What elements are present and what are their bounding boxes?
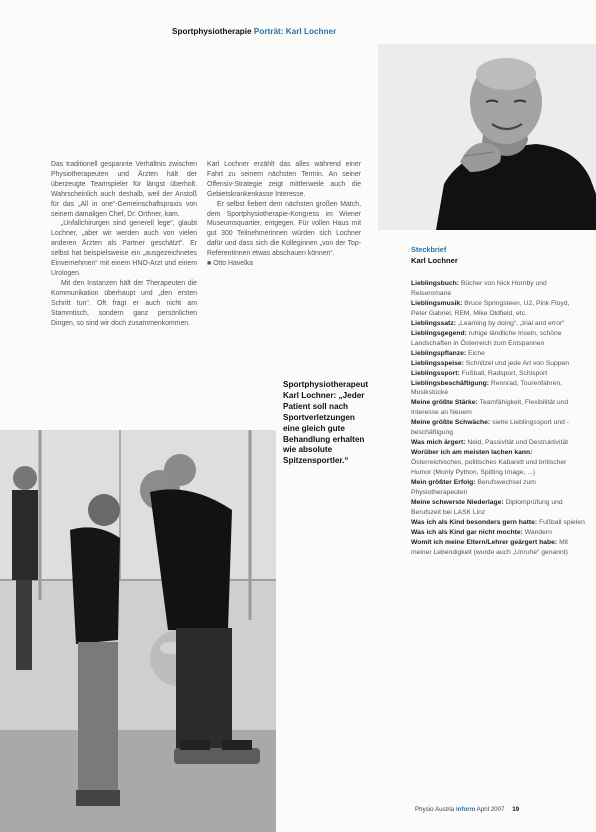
list-item <box>411 329 586 349</box>
profile-key: Meine schwerste Niederlage: <box>411 498 504 506</box>
list-item <box>411 349 586 359</box>
photo-caption-quote: Sportphysiotherapeut Karl Lochner: „Jeder Patient soll nach Sportverletzungen eine gleich gute Behandlung erhalten wie absolute Spitzensportler.“ <box>283 380 369 466</box>
profile-value: Schnitzel und jede Art von Suppen <box>465 359 569 367</box>
profile-value: Rennrad, Tourenfahren, Musikstücke <box>411 379 563 397</box>
list-item <box>411 478 586 498</box>
profile-key: Lieblingsgegend: <box>411 329 467 337</box>
list-item <box>411 359 586 369</box>
list-item <box>411 299 586 319</box>
profile-key: Lieblingspflanze: <box>411 349 467 357</box>
article-paragraph: Er selbst fiebert dem nächsten großen Match, dem Sportphysiotherapie-Kongress im Wiener Museumsquartier, entgegen. Für vollen Haus mit gut 300 Teilnehmerinnen würden sich Lochner dafür und dass sich die Kolleginnen „von der Top-Referentinnen etwas abschauen können“. <box>207 200 361 258</box>
list-item <box>411 369 586 379</box>
profile-key: Lieblingsbeschäftigung: <box>411 379 490 387</box>
page-header <box>172 27 336 36</box>
profile-key: Was ich als Kind gar nicht mochte: <box>411 528 523 536</box>
profile-value: ruhige ländliche Inseln, schöne Landschaften in Österreich zum Entspannen <box>411 329 562 347</box>
profile-key: Lieblingsmusik: <box>411 299 463 307</box>
profile-key: Lieblingssatz: <box>411 319 457 327</box>
profile-value: Bücher von Nick Hornby und Reiseromane <box>411 280 547 297</box>
page-footer <box>415 806 519 813</box>
article-column-2 <box>207 160 361 269</box>
profile-value: Eiche <box>468 349 485 357</box>
profile-box <box>411 245 586 558</box>
list-item <box>411 319 586 329</box>
article-column-1 <box>51 160 197 328</box>
profile-key: Womit ich meine Eltern/Lehrer geärgert habe: <box>411 538 558 546</box>
list-item <box>411 518 586 528</box>
profile-key: Meine größte Stärke: <box>411 399 478 407</box>
profile-value: Wandern <box>524 528 552 536</box>
profile-key: Worüber ich am meisten lachen kann: <box>411 449 533 457</box>
profile-value: Neid, Passivität und Destruktivität <box>467 439 568 447</box>
section-subtitle: Porträt: Karl Lochner <box>253 27 337 36</box>
profile-list <box>411 279 586 558</box>
profile-value: Fußball spielen <box>539 518 585 526</box>
list-item <box>411 398 586 418</box>
profile-value: Bruce Springsteen, U2, Pink Floyd, Peter Gabriel, REM, Mike Oldfield, etc. <box>411 299 570 317</box>
profile-value: Mit meiner Lebendigkeit (wurde auch „Unruhe“ genannt) <box>411 538 569 556</box>
profile-key: Lieblingsspeise: <box>411 359 464 367</box>
article-paragraph: „Unfallchirurgen sind generell lege“, glaubt Lochner, „aber wir werden auch von vielen anderen Ärzten als Partner geschätzt“. Er selbst hat beispielsweise ein „ausgezeichnetes Einvernehmen“ mit einem HNO-Arzt und einem Urologen. <box>51 220 197 277</box>
list-item <box>411 438 586 448</box>
therapy-photo <box>0 430 276 832</box>
profile-key: Mein größter Erfolg: <box>411 479 476 487</box>
list-item <box>411 448 586 478</box>
profile-key: Was mich ärgert: <box>411 439 466 447</box>
article-paragraph: Das traditionell gespannte Verhältnis zwischen Physiotherapeuten und Ärzten hält der überzeugte Teamspieler für längst überholt. Wahrscheinlich auch deshalb, weil der Anstoß für das „All in one“-Gemeinschaftspraxis von seinem damaligen Chef, Dr. Orthner, kam. <box>51 161 197 218</box>
article-paragraph: Mit den Instanzen hält der Therapeuten die Kommunikation überhaupt und „den ersten Schritt tun“. Oft fragt er auch nicht am Stammtisch, sondern ganz persönlichen Dingen, so sind wir doch zusammenkommen. <box>51 279 197 327</box>
portrait-photo <box>378 44 596 230</box>
page-number: 19 <box>512 806 520 813</box>
article-paragraph: Karl Lochner erzählt das alles während einer Fahrt zu seinem nächsten Termin. An seiner Offensiv-Strategie zeigt mittlerweile auch die Gebietskrankenkasse Interesse. <box>207 161 361 198</box>
profile-value: Österreichisches, politisches Kabarett und britischer Humor (Monty Python, Spitting Image, ...) <box>411 459 567 477</box>
profile-value: Fußball, Radsport, Schisport <box>461 369 548 377</box>
profile-value: Teamfähigkeit, Flexibilität und Interesse an Neuem <box>411 399 569 417</box>
portrait-illustration <box>378 44 596 230</box>
profile-key: Lieblingssport: <box>411 369 460 377</box>
list-item <box>411 279 586 299</box>
footer-publisher: Physio Austria <box>415 806 455 813</box>
profile-name: Karl Lochner <box>411 256 458 265</box>
list-item <box>411 538 586 558</box>
list-item <box>411 418 586 438</box>
profile-value: siehe Lieblingssport und -beschäftigung <box>411 419 569 437</box>
footer-magazine: inform <box>455 806 476 813</box>
list-item <box>411 528 586 538</box>
footer-date: April 2007 <box>476 806 505 813</box>
profile-kicker: Steckbrief <box>411 245 447 254</box>
therapy-illustration <box>0 430 276 832</box>
profile-value: Diplomprüfung und Berufszeit bei LASK Linz <box>411 498 563 516</box>
author-byline: ■ Otto Havelka <box>207 260 253 268</box>
section-title: Sportphysiotherapie <box>172 27 252 36</box>
list-item <box>411 498 586 518</box>
profile-key: Meine größte Schwäche: <box>411 419 491 427</box>
profile-key: Was ich als Kind besonders gern hatte: <box>411 518 538 526</box>
profile-value: Berufswechsel zum Physiotherapeuten <box>411 479 536 497</box>
profile-value: „Learning by doing“, „trial and error“ <box>457 319 565 327</box>
profile-key: Lieblingsbuch: <box>411 280 459 287</box>
list-item <box>411 379 586 399</box>
